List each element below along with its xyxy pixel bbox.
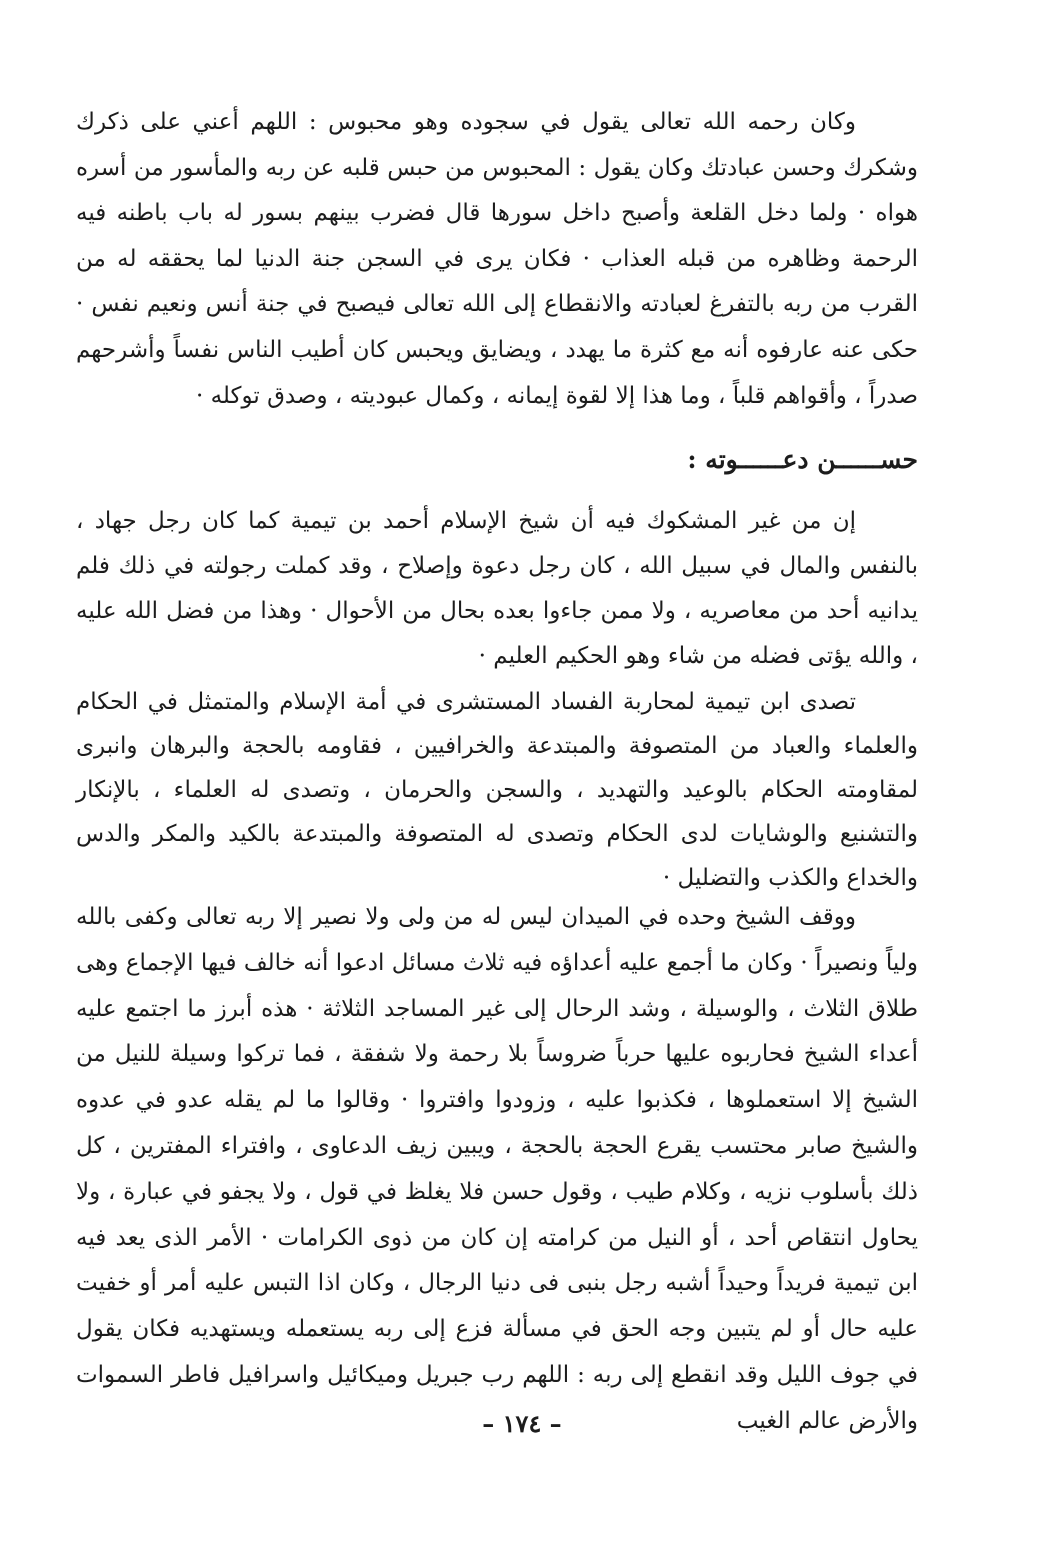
paragraph-dawah: إن من غير المشكوك فيه أن شيخ الإسلام أحمد بن تيمية كما كان رجل جهاد ، بالنفس والمال في سبيل الله ، كان رجل دعوة وإصلاح ، وقد كملت رجولته في ذلك فلم يدانيه أحد من معاصريه ، ولا ممن جاءوا بعده بحال من الأحوال · وهذا من فضل الله عليه ، والله يؤتى فضله من شاء وهو الحكيم العليم ·	[76, 508, 918, 669]
paragraph-prison-prayer: وكان رحمه الله تعالى يقول في سجوده وهو محبوس : اللهم أعني على ذكرك وشكرك وحسن عبادتك وكان يقول : المحبوس من حبس قلبه عن ربه والمأسور من أسره هواه · ولما دخل القلعة وأصبح داخل سورها قال فضرب بينهم بسور له باب باطنه فيه الرحمة وظاهره من قبله العذاب · فكان يرى في السجن جنة الدنيا لما يحققه له من القرب من ربه بالتفرغ لعبادته والانقطاع إلى الله تعالى فيصبح في جنة أنس ونعيم نفس · حكى عنه عارفوه أنه مع كثرة ما يهدد ، ويضايق ويحبس كان أطيب الناس نفساً وأشرحهم صدراً ، وأقواهم قلباً ، وما هذا إلا لقوة إيمانه ، وكمال عبوديته ، وصدق توكله ·	[76, 109, 918, 409]
paragraph-opposition: تصدى ابن تيمية لمحاربة الفساد المستشرى في أمة الإسلام والمتمثل في الحكام والعلماء والعباد من المتصوفة والمبتدعة والخرافيين ، فقاومه بالحجة والبرهان وانبرى لمقاومته الحكام بالوعيد والتهديد ، والسجن والحرمان ، وتصدى له العلماء ، بالإنكار والتشنيع والوشايات لدى الحكام وتصدى له المتصوفة والمبتدعة بالكيد والمكر والدس والخداع والكذب والتضليل ·	[76, 689, 918, 891]
page-number: – ١٧٤ –	[482, 1409, 562, 1438]
paragraph-steadfastness: ووقف الشيخ وحده في الميدان ليس له من ولى ولا نصير إلا ربه تعالى وكفى بالله ولياً ونصيراً · وكان ما أجمع عليه أعداؤه فيه ثلاث مسائل ادعوا أنه خالف فيها الإجماع وهى طلاق الثلاث ، والوسيلة ، وشد الرحال إلى غير المساجد الثلاثة · هذه أبرز ما اجتمع عليه أعداء الشيخ فحاربوه عليها حرباً ضروساً بلا رحمة ولا شفقة ، فما تركوا وسيلة للنيل من الشيخ إلا استعملوها ، فكذبوا عليه ، وزودوا وافتروا · وقالوا ما لم يقله عدو في عدوه والشيخ صابر محتسب يقرع الحجة بالحجة ، ويبين زيف الدعاوى ، وافتراء المفترين ، كل ذلك بأسلوب نزيه ، وكلام طيب ، وقول حسن فلا يغلظ في قول ، ولا يجفو في عبارة ، ولا يحاول انتقاص أحد ، أو النيل من كرامته إن كان من ذوى الكرامات · الأمر الذى يعد فيه ابن تيمية فريداً وحيداً أشبه رجل بنبى فى دنيا الرجال ، وكان اذا التبس عليه أمر أو خفيت عليه حال أو لم يتبين وجه الحق في مسألة فزع إلى ربه يستعمله ويستهديه فكان يقول في جوف الليل وقد انقطع إلى ربه : اللهم رب جبريل وميكائيل واسرافيل فاطر السموات والأرض عالم الغيب	[76, 904, 918, 1434]
section-heading: حســــــن دعــــــوته :	[687, 445, 918, 474]
